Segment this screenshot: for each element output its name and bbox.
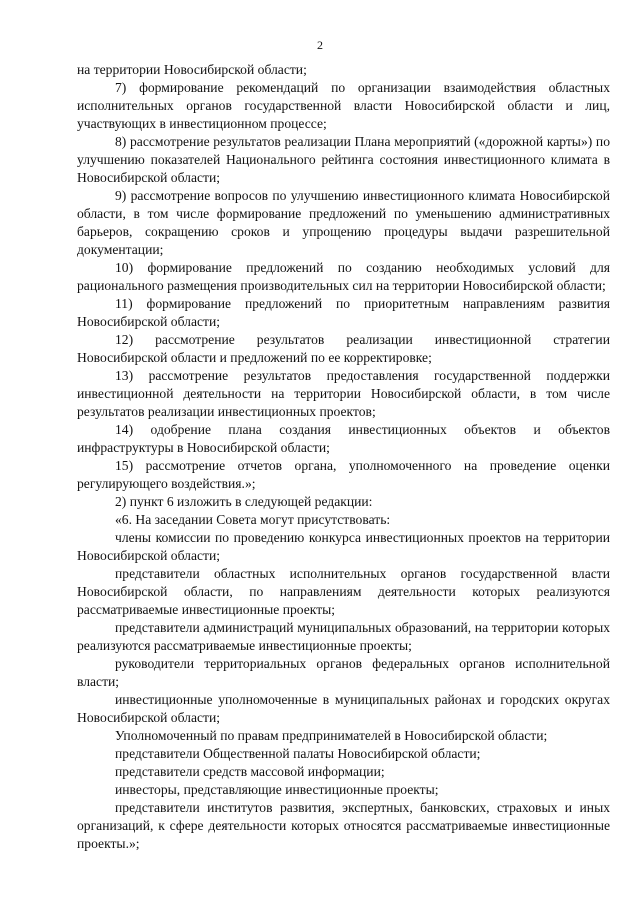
paragraph-attendee-executive-bodies: представители областных исполнительных органов государственной власти Новосибирской области, по направлениям деятельности которых реализуются рассматриваемые инвестиционные проекты; <box>77 566 610 617</box>
paragraph-item-12: 12) рассмотрение результатов реализации инвестиционной стратегии Новосибирской области и предложений по ее корректировке; <box>77 332 610 365</box>
paragraph-attendee-business-ombudsman: Уполномоченный по правам предпринимателей в Новосибирской области; <box>115 728 548 743</box>
paragraph-clause-6-heading: «6. На заседании Совета могут присутствовать: <box>115 512 391 527</box>
document-body <box>77 61 610 853</box>
paragraph-attendee-investment-commissioners: инвестиционные уполномоченные в муниципальных районах и городских округах Новосибирской области; <box>77 692 610 725</box>
paragraph-item-9: 9) рассмотрение вопросов по улучшению инвестиционного климата Новосибирской области, в том числе формирование предложений по уменьшению административных барьеров, сокращению сроков и упрощению процедуры выдачи разрешительной документации; <box>77 188 610 257</box>
paragraph-amendment-2: 2) пункт 6 изложить в следующей редакции: <box>115 494 373 509</box>
paragraph-item-10: 10) формирование предложений по созданию необходимых условий для рационального размещения производительных сил на территории Новосибирской области; <box>77 260 610 293</box>
paragraph-attendee-federal-heads: руководители территориальных органов федеральных органов исполнительной власти; <box>77 656 610 689</box>
paragraph-attendee-municipal-admins: представители администраций муниципальных образований, на территории которых реализуются рассматриваемые инвестиционные проекты; <box>77 620 610 653</box>
paragraph-item-11: 11) формирование предложений по приоритетным направлениям развития Новосибирской области; <box>77 296 610 329</box>
paragraph-attendee-public-chamber: представители Общественной палаты Новосибирской области; <box>115 746 481 761</box>
page-number: 2 <box>317 38 323 52</box>
paragraph-continuation: на территории Новосибирской области; <box>77 62 307 77</box>
paragraph-attendee-institutions: представители институтов развития, экспертных, банковских, страховых и иных организаций, к сфере деятельности которых относятся рассматриваемые инвестиционные проекты.»; <box>77 800 610 851</box>
paragraph-item-13: 13) рассмотрение результатов предоставления государственной поддержки инвестиционной деятельности на территории Новосибирской области, в том числе результатов реализации инвестиционных проектов; <box>77 368 610 419</box>
paragraph-item-15: 15) рассмотрение отчетов органа, уполномоченного на проведение оценки регулирующего воздействия.»; <box>77 458 610 491</box>
paragraph-item-14: 14) одобрение плана создания инвестиционных объектов и объектов инфраструктуры в Новосибирской области; <box>77 422 610 455</box>
paragraph-item-7: 7) формирование рекомендаций по организации взаимодействия областных исполнительных органов государственной власти Новосибирской области и лиц, участвующих в инвестиционном процессе; <box>77 80 610 131</box>
paragraph-item-8: 8) рассмотрение результатов реализации Плана мероприятий («дорожной карты») по улучшению показателей Национального рейтинга состояния инвестиционного климата в Новосибирской области; <box>77 134 610 185</box>
paragraph-attendee-media: представители средств массовой информации; <box>115 764 385 779</box>
paragraph-attendee-investors: инвесторы, представляющие инвестиционные проекты; <box>115 782 439 797</box>
paragraph-attendee-commission: члены комиссии по проведению конкурса инвестиционных проектов на территории Новосибирской области; <box>77 530 610 563</box>
